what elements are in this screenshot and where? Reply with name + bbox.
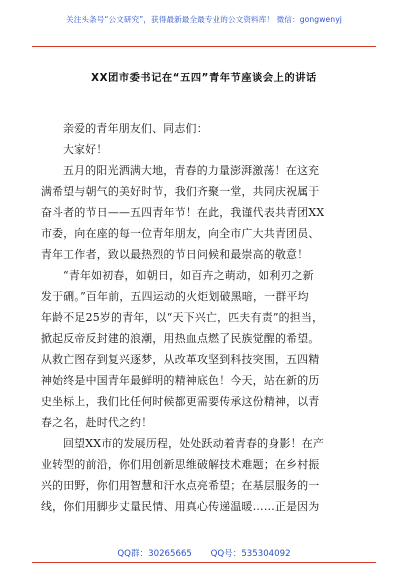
promo-header: 关注头条号“公文研究”，获得最新最全最专业的公文资料库！ 微信：gongwenyj	[66, 15, 342, 24]
paragraph-line: 从救亡图存到复兴逐梦，从改革攻坚到科技突围，五四精	[41, 353, 320, 366]
paragraph-line: 线，你们用脚步丈量民情、用真心传递温暖……正是因为	[41, 500, 320, 513]
qq-group: QQ群：30265665	[117, 549, 192, 559]
paragraph-line: 掀起反帝反封建的浪潮，用热血点燃了民族觉醒的希望。	[41, 332, 320, 345]
document-title: XX团市委书记在“五四”青年节座谈会上的讲话	[91, 73, 317, 84]
footer-divider	[32, 562, 376, 563]
paragraph-line: 发于硎。”百年前，五四运动的火炬划破黑暗，一群平均	[41, 290, 309, 303]
header-divider	[32, 46, 376, 47]
paragraph-line: “青年如初春，如朝日，如百卉之萌动，如利刃之新	[63, 269, 314, 282]
paragraph-line: 春之名，赴时代之约！	[41, 416, 153, 429]
paragraph-line: 史坐标上，我们比任何时候都更需要传承这份精神，以青	[41, 395, 320, 408]
salutation: 亲爱的青年朋友们、同志们：	[63, 122, 208, 135]
paragraph-line: 回望XX市的发展历程，处处跃动着青春的身影！在产	[63, 437, 325, 450]
paragraph-line: 年龄不足25岁的青年，以“天下兴亡，匹夫有责”的担当，	[41, 311, 324, 324]
contact-footer	[0, 547, 408, 559]
paragraph-line: 兴的田野，你们用智慧和汗水点亮希望；在基层服务的一	[41, 479, 320, 492]
paragraph-line: 满希望与朝气的美好时节，我们齐聚一堂，共同庆祝属于	[41, 185, 320, 198]
paragraph-line: 青年工作者，致以最热烈的节日问候和最崇高的敬意！	[41, 248, 309, 261]
paragraph-line: 市委，向在座的每一位青年朋友，向全市广大共青团员、	[41, 227, 320, 240]
paragraph-line: 业转型的前沿，你们用创新思维破解技术难题；在乡村振	[41, 458, 320, 471]
paragraph-line: 五月的阳光洒满大地，青春的力量澎湃激荡！在这充	[63, 164, 320, 177]
greeting: 大家好！	[63, 143, 108, 156]
paragraph-line: 神始终是中国青年最鲜明的精神底色！今天，站在新的历	[41, 374, 320, 387]
paragraph-line: 奋斗者的节日——五四青年节！在此，我谨代表共青团XX	[41, 206, 325, 219]
qq-number: QQ号：535304092	[210, 549, 291, 559]
